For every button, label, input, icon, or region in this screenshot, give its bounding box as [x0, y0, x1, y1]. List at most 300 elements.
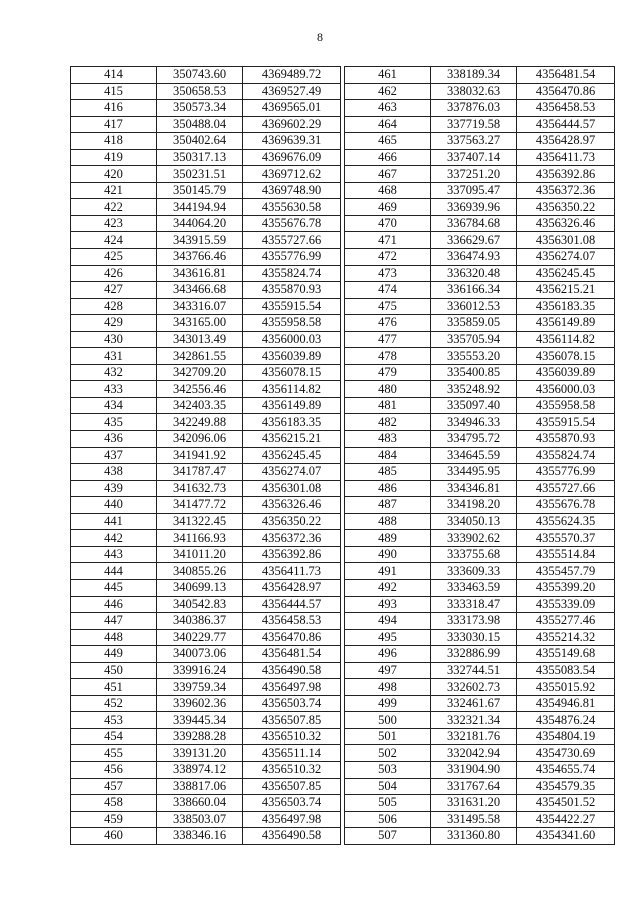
point-number-cell: 471	[345, 232, 431, 249]
point-number-cell: 502	[345, 745, 431, 762]
x-coordinate-cell: 333030.15	[431, 629, 517, 646]
x-coordinate-cell: 343915.59	[157, 232, 243, 249]
table-row	[345, 546, 615, 563]
x-coordinate-cell: 337719.58	[431, 116, 517, 133]
x-coordinate-cell: 340073.06	[157, 646, 243, 663]
point-number-cell: 450	[71, 662, 157, 679]
point-number-cell: 414	[71, 67, 157, 84]
y-coordinate-cell: 4356503.74	[243, 795, 341, 812]
x-coordinate-cell: 336320.48	[431, 265, 517, 282]
point-number-cell: 447	[71, 613, 157, 630]
point-number-cell: 491	[345, 563, 431, 580]
x-coordinate-cell: 332886.99	[431, 646, 517, 663]
y-coordinate-cell: 4355915.54	[517, 414, 615, 431]
point-number-cell: 424	[71, 232, 157, 249]
point-number-cell: 418	[71, 133, 157, 150]
point-number-cell: 480	[345, 381, 431, 398]
point-number-cell: 427	[71, 282, 157, 299]
y-coordinate-cell: 4356326.46	[243, 497, 341, 514]
point-number-cell: 488	[345, 513, 431, 530]
point-number-cell: 470	[345, 215, 431, 232]
point-number-cell: 439	[71, 480, 157, 497]
table-row	[345, 282, 615, 299]
table-row	[71, 679, 341, 696]
x-coordinate-cell: 331495.58	[431, 811, 517, 828]
y-coordinate-cell: 4355214.32	[517, 629, 615, 646]
y-coordinate-cell: 4356149.89	[243, 397, 341, 414]
table-row	[71, 596, 341, 613]
point-number-cell: 461	[345, 67, 431, 84]
point-number-cell: 453	[71, 712, 157, 729]
point-number-cell: 438	[71, 464, 157, 481]
point-number-cell: 429	[71, 315, 157, 332]
y-coordinate-cell: 4354730.69	[517, 745, 615, 762]
table-row	[345, 315, 615, 332]
table-row	[345, 646, 615, 663]
table-row	[345, 629, 615, 646]
table-row	[71, 100, 341, 117]
x-coordinate-cell: 338189.34	[431, 67, 517, 84]
table-row	[71, 546, 341, 563]
x-coordinate-cell: 342556.46	[157, 381, 243, 398]
point-number-cell: 479	[345, 364, 431, 381]
point-number-cell: 446	[71, 596, 157, 613]
point-number-cell: 436	[71, 431, 157, 448]
y-coordinate-cell: 4356000.03	[243, 331, 341, 348]
y-coordinate-cell: 4355339.09	[517, 596, 615, 613]
point-number-cell: 422	[71, 199, 157, 216]
point-number-cell: 437	[71, 447, 157, 464]
table-row	[345, 364, 615, 381]
table-row	[71, 414, 341, 431]
y-coordinate-cell: 4356301.08	[243, 480, 341, 497]
x-coordinate-cell: 339131.20	[157, 745, 243, 762]
table-row	[345, 828, 615, 845]
y-coordinate-cell: 4356503.74	[243, 695, 341, 712]
table-row	[71, 629, 341, 646]
y-coordinate-cell: 4355083.54	[517, 662, 615, 679]
x-coordinate-cell: 335705.94	[431, 331, 517, 348]
y-coordinate-cell: 4356510.32	[243, 728, 341, 745]
table-row	[345, 613, 615, 630]
table-row	[345, 497, 615, 514]
x-coordinate-cell: 337563.27	[431, 133, 517, 150]
point-number-cell: 451	[71, 679, 157, 696]
table-row	[345, 149, 615, 166]
x-coordinate-cell: 333173.98	[431, 613, 517, 630]
table-row	[345, 215, 615, 232]
table-row	[71, 232, 341, 249]
table-row	[71, 712, 341, 729]
x-coordinate-cell: 342403.35	[157, 397, 243, 414]
x-coordinate-cell: 350402.64	[157, 133, 243, 150]
table-row	[345, 745, 615, 762]
point-number-cell: 474	[345, 282, 431, 299]
y-coordinate-cell: 4356039.89	[243, 348, 341, 365]
x-coordinate-cell: 331631.20	[431, 795, 517, 812]
y-coordinate-cell: 4356490.58	[243, 828, 341, 845]
x-coordinate-cell: 333902.62	[431, 530, 517, 547]
point-number-cell: 455	[71, 745, 157, 762]
table-row	[71, 265, 341, 282]
x-coordinate-cell: 334198.20	[431, 497, 517, 514]
x-coordinate-cell: 341322.45	[157, 513, 243, 530]
point-number-cell: 490	[345, 546, 431, 563]
x-coordinate-cell: 339445.34	[157, 712, 243, 729]
table-row	[345, 232, 615, 249]
y-coordinate-cell: 4356245.45	[517, 265, 615, 282]
table-row	[345, 480, 615, 497]
right-table-body	[345, 67, 615, 845]
table-row	[345, 67, 615, 84]
point-number-cell: 456	[71, 761, 157, 778]
y-coordinate-cell: 4355727.66	[243, 232, 341, 249]
y-coordinate-cell: 4355676.78	[517, 497, 615, 514]
y-coordinate-cell: 4355824.74	[243, 265, 341, 282]
x-coordinate-cell: 338032.63	[431, 83, 517, 100]
x-coordinate-cell: 338817.06	[157, 778, 243, 795]
x-coordinate-cell: 332042.94	[431, 745, 517, 762]
y-coordinate-cell: 4356470.86	[517, 83, 615, 100]
point-number-cell: 415	[71, 83, 157, 100]
point-number-cell: 442	[71, 530, 157, 547]
x-coordinate-cell: 332602.73	[431, 679, 517, 696]
y-coordinate-cell: 4355915.54	[243, 298, 341, 315]
table-row	[345, 679, 615, 696]
table-row	[345, 331, 615, 348]
table-row	[71, 149, 341, 166]
x-coordinate-cell: 350658.53	[157, 83, 243, 100]
y-coordinate-cell: 4355958.58	[517, 397, 615, 414]
point-number-cell: 449	[71, 646, 157, 663]
table-row	[71, 464, 341, 481]
x-coordinate-cell: 336474.93	[431, 249, 517, 266]
y-coordinate-cell: 4354655.74	[517, 761, 615, 778]
y-coordinate-cell: 4356458.53	[517, 100, 615, 117]
y-coordinate-cell: 4356326.46	[517, 215, 615, 232]
point-number-cell: 430	[71, 331, 157, 348]
table-row	[345, 712, 615, 729]
x-coordinate-cell: 332181.76	[431, 728, 517, 745]
table-row	[71, 348, 341, 365]
table-row	[71, 530, 341, 547]
table-row	[345, 199, 615, 216]
point-number-cell: 476	[345, 315, 431, 332]
y-coordinate-cell: 4356470.86	[243, 629, 341, 646]
x-coordinate-cell: 333755.68	[431, 546, 517, 563]
x-coordinate-cell: 333609.33	[431, 563, 517, 580]
x-coordinate-cell: 336629.67	[431, 232, 517, 249]
table-row	[71, 745, 341, 762]
table-row	[71, 67, 341, 84]
y-coordinate-cell: 4356444.57	[517, 116, 615, 133]
point-number-cell: 486	[345, 480, 431, 497]
table-row	[71, 795, 341, 812]
table-row	[71, 695, 341, 712]
y-coordinate-cell: 4354876.24	[517, 712, 615, 729]
table-row	[345, 414, 615, 431]
table-row	[71, 761, 341, 778]
y-coordinate-cell: 4356183.35	[517, 298, 615, 315]
x-coordinate-cell: 343766.46	[157, 249, 243, 266]
point-number-cell: 421	[71, 182, 157, 199]
y-coordinate-cell: 4354501.52	[517, 795, 615, 812]
x-coordinate-cell: 341941.92	[157, 447, 243, 464]
x-coordinate-cell: 340699.13	[157, 579, 243, 596]
y-coordinate-cell: 4356039.89	[517, 364, 615, 381]
point-number-cell: 452	[71, 695, 157, 712]
y-coordinate-cell: 4355399.20	[517, 579, 615, 596]
x-coordinate-cell: 339602.36	[157, 695, 243, 712]
table-row	[345, 83, 615, 100]
x-coordinate-cell: 334050.13	[431, 513, 517, 530]
table-row	[345, 695, 615, 712]
x-coordinate-cell: 350145.79	[157, 182, 243, 199]
point-number-cell: 497	[345, 662, 431, 679]
point-number-cell: 454	[71, 728, 157, 745]
y-coordinate-cell: 4369676.09	[243, 149, 341, 166]
y-coordinate-cell: 4356301.08	[517, 232, 615, 249]
x-coordinate-cell: 336939.96	[431, 199, 517, 216]
point-number-cell: 435	[71, 414, 157, 431]
y-coordinate-cell: 4355624.35	[517, 513, 615, 530]
x-coordinate-cell: 332321.34	[431, 712, 517, 729]
x-coordinate-cell: 350231.51	[157, 166, 243, 183]
table-row	[71, 116, 341, 133]
point-number-cell: 428	[71, 298, 157, 315]
point-number-cell: 482	[345, 414, 431, 431]
point-number-cell: 458	[71, 795, 157, 812]
point-number-cell: 472	[345, 249, 431, 266]
y-coordinate-cell: 4355149.68	[517, 646, 615, 663]
right-coordinates-table	[344, 66, 614, 845]
table-row	[71, 133, 341, 150]
table-row	[345, 166, 615, 183]
table-row	[345, 100, 615, 117]
point-number-cell: 434	[71, 397, 157, 414]
y-coordinate-cell: 4356372.36	[517, 182, 615, 199]
y-coordinate-cell: 4356428.97	[243, 579, 341, 596]
x-coordinate-cell: 340542.83	[157, 596, 243, 613]
y-coordinate-cell: 4369712.62	[243, 166, 341, 183]
x-coordinate-cell: 336784.68	[431, 215, 517, 232]
x-coordinate-cell: 334346.81	[431, 480, 517, 497]
point-number-cell: 466	[345, 149, 431, 166]
y-coordinate-cell: 4369489.72	[243, 67, 341, 84]
point-number-cell: 426	[71, 265, 157, 282]
y-coordinate-cell: 4356372.36	[243, 530, 341, 547]
x-coordinate-cell: 340229.77	[157, 629, 243, 646]
y-coordinate-cell: 4356490.58	[243, 662, 341, 679]
table-row	[345, 728, 615, 745]
table-row	[345, 249, 615, 266]
x-coordinate-cell: 340386.37	[157, 613, 243, 630]
x-coordinate-cell: 350488.04	[157, 116, 243, 133]
y-coordinate-cell: 4356078.15	[517, 348, 615, 365]
y-coordinate-cell: 4355277.46	[517, 613, 615, 630]
left-table-body	[71, 67, 341, 845]
point-number-cell: 501	[345, 728, 431, 745]
table-row	[71, 431, 341, 448]
y-coordinate-cell: 4356274.07	[243, 464, 341, 481]
table-row	[345, 265, 615, 282]
table-row	[345, 348, 615, 365]
table-row	[71, 480, 341, 497]
y-coordinate-cell: 4356000.03	[517, 381, 615, 398]
x-coordinate-cell: 344064.20	[157, 215, 243, 232]
table-row	[71, 513, 341, 530]
y-coordinate-cell: 4355870.93	[517, 431, 615, 448]
x-coordinate-cell: 333463.59	[431, 579, 517, 596]
x-coordinate-cell: 343013.49	[157, 331, 243, 348]
x-coordinate-cell: 334645.59	[431, 447, 517, 464]
point-number-cell: 505	[345, 795, 431, 812]
x-coordinate-cell: 342249.88	[157, 414, 243, 431]
table-row	[71, 364, 341, 381]
point-number-cell: 441	[71, 513, 157, 530]
point-number-cell: 484	[345, 447, 431, 464]
x-coordinate-cell: 337876.03	[431, 100, 517, 117]
point-number-cell: 481	[345, 397, 431, 414]
x-coordinate-cell: 335097.40	[431, 397, 517, 414]
point-number-cell: 459	[71, 811, 157, 828]
point-number-cell: 465	[345, 133, 431, 150]
y-coordinate-cell: 4354341.60	[517, 828, 615, 845]
point-number-cell: 432	[71, 364, 157, 381]
y-coordinate-cell: 4355776.99	[243, 249, 341, 266]
x-coordinate-cell: 343165.00	[157, 315, 243, 332]
x-coordinate-cell: 331904.90	[431, 761, 517, 778]
y-coordinate-cell: 4356411.73	[517, 149, 615, 166]
x-coordinate-cell: 341632.73	[157, 480, 243, 497]
y-coordinate-cell: 4355457.79	[517, 563, 615, 580]
point-number-cell: 494	[345, 613, 431, 630]
point-number-cell: 431	[71, 348, 157, 365]
y-coordinate-cell: 4356497.98	[243, 679, 341, 696]
y-coordinate-cell: 4355727.66	[517, 480, 615, 497]
table-row	[71, 828, 341, 845]
table-row	[71, 728, 341, 745]
point-number-cell: 498	[345, 679, 431, 696]
point-number-cell: 469	[345, 199, 431, 216]
x-coordinate-cell: 335859.05	[431, 315, 517, 332]
y-coordinate-cell: 4355824.74	[517, 447, 615, 464]
table-row	[71, 563, 341, 580]
x-coordinate-cell: 341011.20	[157, 546, 243, 563]
y-coordinate-cell: 4356411.73	[243, 563, 341, 580]
point-number-cell: 485	[345, 464, 431, 481]
y-coordinate-cell: 4356392.86	[517, 166, 615, 183]
point-number-cell: 448	[71, 629, 157, 646]
x-coordinate-cell: 332744.51	[431, 662, 517, 679]
x-coordinate-cell: 335400.85	[431, 364, 517, 381]
y-coordinate-cell: 4356350.22	[517, 199, 615, 216]
table-row	[345, 811, 615, 828]
table-row	[71, 182, 341, 199]
table-row	[345, 530, 615, 547]
table-row	[345, 182, 615, 199]
point-number-cell: 440	[71, 497, 157, 514]
y-coordinate-cell: 4356458.53	[243, 613, 341, 630]
table-row	[71, 778, 341, 795]
page-number: 8	[317, 30, 323, 44]
y-coordinate-cell: 4356497.98	[243, 811, 341, 828]
y-coordinate-cell: 4354422.27	[517, 811, 615, 828]
table-row	[345, 116, 615, 133]
y-coordinate-cell: 4369527.49	[243, 83, 341, 100]
left-coordinates-table	[70, 66, 340, 845]
x-coordinate-cell: 338346.16	[157, 828, 243, 845]
y-coordinate-cell: 4354946.81	[517, 695, 615, 712]
y-coordinate-cell: 4356507.85	[243, 778, 341, 795]
x-coordinate-cell: 341787.47	[157, 464, 243, 481]
point-number-cell: 500	[345, 712, 431, 729]
x-coordinate-cell: 336012.53	[431, 298, 517, 315]
x-coordinate-cell: 339759.34	[157, 679, 243, 696]
y-coordinate-cell: 4356149.89	[517, 315, 615, 332]
y-coordinate-cell: 4356392.86	[243, 546, 341, 563]
point-number-cell: 443	[71, 546, 157, 563]
table-row	[71, 199, 341, 216]
point-number-cell: 423	[71, 215, 157, 232]
y-coordinate-cell: 4354579.35	[517, 778, 615, 795]
y-coordinate-cell: 4356507.85	[243, 712, 341, 729]
x-coordinate-cell: 333318.47	[431, 596, 517, 613]
x-coordinate-cell: 331767.64	[431, 778, 517, 795]
y-coordinate-cell: 4356481.54	[517, 67, 615, 84]
x-coordinate-cell: 337407.14	[431, 149, 517, 166]
table-row	[71, 249, 341, 266]
y-coordinate-cell: 4356114.82	[517, 331, 615, 348]
table-row	[71, 811, 341, 828]
y-coordinate-cell: 4369565.01	[243, 100, 341, 117]
table-row	[71, 579, 341, 596]
y-coordinate-cell: 4356481.54	[243, 646, 341, 663]
y-coordinate-cell: 4369748.90	[243, 182, 341, 199]
point-number-cell: 462	[345, 83, 431, 100]
table-row	[71, 662, 341, 679]
y-coordinate-cell: 4356114.82	[243, 381, 341, 398]
point-number-cell: 419	[71, 149, 157, 166]
y-coordinate-cell: 4356510.32	[243, 761, 341, 778]
table-row	[71, 447, 341, 464]
y-coordinate-cell: 4355958.58	[243, 315, 341, 332]
x-coordinate-cell: 343316.07	[157, 298, 243, 315]
table-row	[71, 83, 341, 100]
table-row	[345, 795, 615, 812]
x-coordinate-cell: 339916.24	[157, 662, 243, 679]
point-number-cell: 507	[345, 828, 431, 845]
table-row	[71, 315, 341, 332]
table-row	[345, 447, 615, 464]
x-coordinate-cell: 343466.68	[157, 282, 243, 299]
x-coordinate-cell: 339288.28	[157, 728, 243, 745]
point-number-cell: 460	[71, 828, 157, 845]
point-number-cell: 492	[345, 579, 431, 596]
table-row	[345, 381, 615, 398]
x-coordinate-cell: 336166.34	[431, 282, 517, 299]
x-coordinate-cell: 350573.34	[157, 100, 243, 117]
x-coordinate-cell: 340855.26	[157, 563, 243, 580]
y-coordinate-cell: 4355776.99	[517, 464, 615, 481]
point-number-cell: 499	[345, 695, 431, 712]
point-number-cell: 457	[71, 778, 157, 795]
table-row	[345, 596, 615, 613]
table-row	[345, 464, 615, 481]
y-coordinate-cell: 4355676.78	[243, 215, 341, 232]
point-number-cell: 495	[345, 629, 431, 646]
point-number-cell: 506	[345, 811, 431, 828]
